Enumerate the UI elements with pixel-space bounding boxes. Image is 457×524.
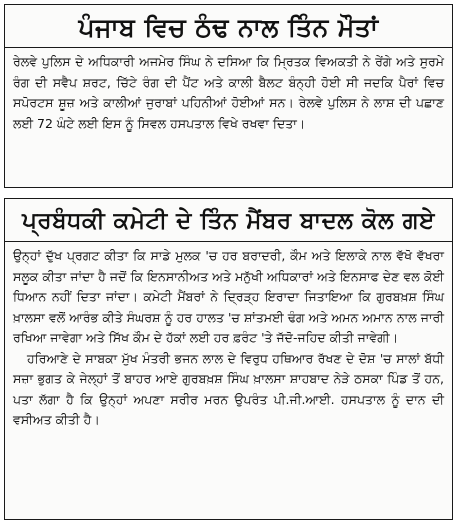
article-body-committee-members [5,242,452,431]
article-body-cold-deaths [5,48,452,134]
headline-committee-members: ਪ੍ਰਬੰਧਕੀ ਕਮੇਟੀ ਦੇ ਤਿੰਨ ਮੈਂਬਰ ਬਾਦਲ ਕੋਲ ਗਏ [5,199,452,242]
article-paragraph: ਹਰਿਆਣੇ ਦੇ ਸਾਬਕਾ ਮੁੱਖ ਮੰਤਰੀ ਭਜਨ ਲਾਲ ਦੇ ਵਿਰੁਧ ਹਥਿਆਰ ਰੱਖਣ ਦੇ ਦੋਸ਼ 'ਚ ਸਾਲਾਂ ਬੱਧੀ ਸਜ਼ਾ ਭੁਗਤ ਕੇ ਜੇਲ੍ਹਾਂ ਤੋਂ ਬਾਹਰ ਆਏ ਗੁਰਬਖ਼ਸ਼ ਸਿੰਘ ਖ਼ਾਲਸਾ ਸ਼ਾਹਬਾਦ ਨੇੜੇ ਠਸਕਾ ਪਿੰਡ ਤੋਂ ਹਨ, ਪਤਾ ਲੱਗਾ ਹੈ ਕਿ ਉਨ੍ਹਾਂ ਅਪਣਾ ਸਰੀਰ ਮਰਨ ਉਪਰੰਤ ਪੀ.ਜੀ.ਆਈ. ਹਸਪਤਾਲ ਨੂੰ ਦਾਨ ਦੀ ਵਸੀਅਤ ਕੀਤੀ ਹੈ। [13,350,444,427]
news-clipping-committee-members [4,198,453,520]
article-paragraph: ਉਨ੍ਹਾਂ ਦੁੱਖ ਪ੍ਰਗਟ ਕੀਤਾ ਕਿ ਸਾਡੇ ਮੁਲਕ 'ਚ ਹਰ ਬਰਾਦਰੀ, ਕੌਮ ਅਤੇ ਇਲਾਕੇ ਨਾਲ ਵੱਖੋ ਵੱਖਰਾ ਸਲੂਕ ਕੀਤਾ ਜਾਂਦਾ ਹੈ ਜਦੋਂ ਕਿ ਇਨਸਾਨੀਅਤ ਅਤੇ ਮਨੁੱਖੀ ਅਧਿਕਾਰਾਂ ਅਤੇ ਇਨਸਾਫ ਦੇਣ ਵਲ ਕੋਈ ਧਿਆਨ ਨਹੀਂ ਦਿਤਾ ਜਾਂਦਾ। ਕਮੇਟੀ ਮੈਂਬਰਾਂ ਨੇ ਦ੍ਰਿੜ੍ਹ ਇਰਾਦਾ ਜਿਤਾਇਆ ਕਿ ਗੁਰਬਖ਼ਸ਼ ਸਿੰਘ ਖ਼ਾਲਸਾ ਵਲੋਂ ਆਰੰਭ ਕੀਤੇ ਸੰਘਰਸ਼ ਨੂੰ ਹਰ ਹਾਲਤ 'ਚ ਸ਼ਾਂਤਮਈ ਢੰਗ ਅਤੇ ਅਮਨ ਅਮਾਨ ਨਾਲ ਜਾਰੀ ਰਖਿਆ ਜਾਵੇਗਾ ਅਤੇ ਸਿੱਖ ਕੌਮ ਦੇ ਹੱਕਾਂ ਲਈ ਹਰ ਫ਼ਰੰਟ 'ਤੇ ਜੱਦੋ-ਜਹਿਦ ਕੀਤੀ ਜਾਵੇਗੀ। [13,248,444,345]
headline-cold-deaths: ਪੰਜਾਬ ਵਿਚ ਠੰਢ ਨਾਲ ਤਿੰਨ ਮੌਤਾਂ [5,5,452,48]
article-paragraph: ਰੇਲਵੇ ਪੁਲਿਸ ਦੇ ਅਧਿਕਾਰੀ ਅਜਮੇਰ ਸਿੰਘ ਨੇ ਦਸਿਆ ਕਿ ਮ੍ਰਿਤਕ ਵਿਅਕਤੀ ਨੇ ਰੇਂਗੇ ਅਤੇ ਸੁਰਮੇ ਰੰਗ ਦੀ ਸਵੈਪ ਸ਼ਰਟ, ਚਿੱਟੇ ਰੰਗ ਦੀ ਪੈਂਟ ਅਤੇ ਕਾਲੀ ਬੈਲਟ ਬੰਨ੍ਹੀ ਹੋਈ ਸੀ ਜਦਕਿ ਪੈਰਾਂ ਵਿਚ ਸਪੋਰਟਸ ਸ਼ੂਜ਼ ਅਤੇ ਕਾਲੀਆਂ ਜੁਰਾਬਾਂ ਪਹਿਨੀਆਂ ਹੋਈਆਂ ਸਨ। ਰੇਲਵੇ ਪੁਲਿਸ ਨੇ ਲਾਸ਼ ਦੀ ਪਛਾਣ ਲਈ 72 ਘੰਟੇ ਲਈ ਇਸ ਨੂੰ ਸਿਵਲ ਹਸਪਤਾਲ ਵਿਖੇ ਰਖਵਾ ਦਿਤਾ। [13,54,444,131]
news-clipping-cold-deaths [4,4,453,188]
